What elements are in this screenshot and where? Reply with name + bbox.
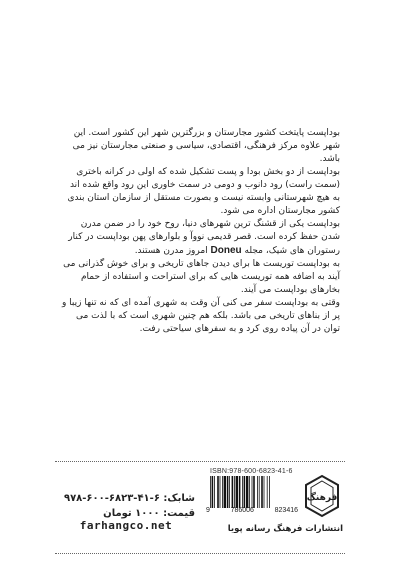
barcode-bar — [244, 476, 246, 508]
barcode-bar — [269, 476, 270, 508]
paragraph — [60, 297, 340, 336]
barcode-bar — [239, 476, 241, 508]
paragraph — [60, 127, 340, 166]
paragraph — [60, 218, 340, 258]
price-value: ۱۰۰۰ تومان — [103, 508, 160, 519]
barcode-bar — [246, 476, 248, 508]
barcode-bar — [224, 476, 226, 508]
paragraph-text: بوداپست پایتخت کشور مجارستان و بزرگترین شهر این کشور است. این شهر علاوه مرکز فرهنگی، اقتصادی، سیاسی و صنعتی مجارستان نیز می باشد. — [72, 128, 340, 164]
publisher-logo — [303, 474, 341, 518]
book-info — [60, 491, 195, 521]
barcode-digit-group: 9 — [206, 507, 210, 514]
isbn-fa-value: ۹۷۸-۶۰۰-۶۸۲۳-۴۱-۶ — [63, 493, 160, 504]
barcode-bar — [234, 476, 235, 508]
description-text — [60, 127, 340, 336]
top-divider — [55, 461, 345, 462]
barcode-bar — [236, 476, 238, 508]
paragraph-text: به بوداپست توریست ها برای دیدن جاهای تاریخی و برای خوش گذرانی می آیند به اضافه همه توریست هایی که برای استراحت و استفاده از حمام بخارهای بوداپست می آیند. — [63, 259, 340, 295]
publisher-name: انتشارات فرهنگ رسانه پویا — [227, 524, 343, 534]
paragraph-text: وقتی به بوداپست سفر می کنی آن وقت به شهری آمده ای که نه تنها زیبا و پر از بناهای تاریخی می باشد. بلکه هم چنین شهری است که با لذت می توان در آن پیاده روی کرد و به سفرهای سیاحتی رفت. — [61, 298, 340, 334]
barcode-bar — [222, 476, 223, 508]
website-link[interactable]: farhangco.net — [79, 519, 173, 532]
barcode — [209, 476, 295, 508]
barcode-digits — [206, 507, 298, 514]
paragraph — [60, 258, 340, 297]
bottom-divider — [55, 553, 345, 554]
barcode-bar — [253, 476, 255, 508]
barcode-bar — [210, 476, 211, 508]
barcode-bar — [261, 476, 263, 508]
barcode-bar — [242, 476, 243, 508]
barcode-bar — [252, 476, 253, 508]
barcode-bar — [229, 476, 230, 508]
magazine-name: Doneu — [210, 245, 242, 256]
barcode-bar — [217, 476, 219, 508]
isbn-line — [60, 491, 195, 506]
barcode-bar — [267, 476, 268, 508]
barcode-digit-group: 786006 — [230, 507, 254, 514]
barcode-bar — [214, 476, 215, 508]
isbn-fa-label: شابک: — [163, 493, 195, 504]
price-label: قیمت: — [163, 508, 195, 519]
barcode-bar — [257, 476, 258, 508]
paragraph-text: بوداپست از دو بخش بودا و پست تشکیل شده که اولی در کرانه باختری (سمت راست) رود دانوب و دومی در سمت خاوری این رود واقع شده اند به هیچ شهرستانی وابسته نیست و بصورت مستقل از سازمان استان بندی کشور مجارستان اداره می شود. — [67, 167, 340, 216]
logo-text: فرهنگ — [306, 493, 338, 503]
barcode-bar — [212, 476, 214, 508]
barcode-bar — [264, 476, 265, 508]
isbn-label: ISBN:978-600-6823-41-6 — [210, 468, 293, 475]
barcode-bar — [259, 476, 260, 508]
barcode-digit-group: 823416 — [274, 507, 298, 514]
paragraph — [60, 166, 340, 218]
barcode-bar — [220, 476, 221, 508]
paragraph-text: امروز مدرن هستند. — [134, 246, 211, 256]
barcode-bar — [227, 476, 229, 508]
barcode-bar — [249, 476, 250, 508]
paragraph-text: بوداپست یکی از قشنگ ترین شهرهای دنیا، روح خود را در ضمن مدرن شدن حفظ کرده است. قصر قدیمی نووآ و بلوارهای پهن بوداپست در کنار رستوران های شیک، مجله — [68, 219, 340, 256]
barcode-bar — [232, 476, 234, 508]
